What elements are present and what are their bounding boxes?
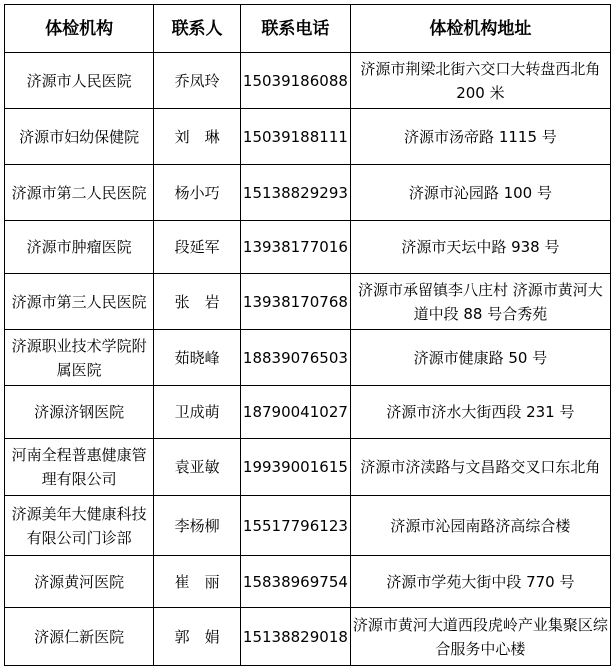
institution-cell: 济源市第二人民医院: [5, 165, 154, 221]
institution-cell: 济源济钢医院: [5, 386, 154, 439]
table-row: [5, 53, 611, 109]
contact-cell: 崔 丽: [154, 556, 241, 608]
institution-cell: 济源市妇幼保健院: [5, 109, 154, 165]
table-row: [5, 496, 611, 556]
contact-cell: 茹晓峰: [154, 330, 241, 386]
phone-cell: 18790041027: [240, 386, 350, 439]
address-cell: 济源市学苑大街中段 770 号: [350, 556, 610, 608]
phone-cell: 15138829018: [240, 608, 350, 666]
institution-cell: 济源职业技术学院附属医院: [5, 330, 154, 386]
table-row: [5, 608, 611, 666]
phone-cell: 13938170768: [240, 274, 350, 330]
institution-cell: 河南全程普惠健康管理有限公司: [5, 439, 154, 496]
table-header-row: [5, 5, 611, 53]
contact-cell: 段延军: [154, 221, 241, 274]
contact-cell: 乔凤玲: [154, 53, 241, 109]
phone-cell: 15838969754: [240, 556, 350, 608]
contact-cell: 卫成萌: [154, 386, 241, 439]
address-cell: 济源市健康路 50 号: [350, 330, 610, 386]
contact-cell: 李杨柳: [154, 496, 241, 556]
table-row: [5, 109, 611, 165]
table-row: [5, 439, 611, 496]
address-cell: 济源市沁园南路济高综合楼: [350, 496, 610, 556]
address-cell: 济源市承留镇李八庄村 济源市黄河大道中段 88 号合秀苑: [350, 274, 610, 330]
table-row: [5, 330, 611, 386]
address-cell: 济源市济渎路与文昌路交叉口东北角: [350, 439, 610, 496]
institution-cell: 济源市肿瘤医院: [5, 221, 154, 274]
phone-cell: 15039186088: [240, 53, 350, 109]
contact-cell: 张 岩: [154, 274, 241, 330]
table-row: [5, 165, 611, 221]
phone-cell: 15138829293: [240, 165, 350, 221]
table-row: [5, 556, 611, 608]
address-cell: 济源市天坛中路 938 号: [350, 221, 610, 274]
table-row: [5, 221, 611, 274]
institution-cell: 济源黄河医院: [5, 556, 154, 608]
institution-cell: 济源仁新医院: [5, 608, 154, 666]
medical-exam-institutions-table: [4, 4, 611, 666]
address-cell: 济源市汤帝路 1115 号: [350, 109, 610, 165]
phone-cell: 13938177016: [240, 221, 350, 274]
header-contact: 联系人: [154, 5, 241, 53]
phone-cell: 15517796123: [240, 496, 350, 556]
header-institution: 体检机构: [5, 5, 154, 53]
institution-cell: 济源市人民医院: [5, 53, 154, 109]
contact-cell: 刘 琳: [154, 109, 241, 165]
header-address: 体检机构地址: [350, 5, 610, 53]
phone-cell: 15039188111: [240, 109, 350, 165]
address-cell: 济源市荆梁北街六交口大转盘西北角 200 米: [350, 53, 610, 109]
phone-cell: 18839076503: [240, 330, 350, 386]
contact-cell: 杨小巧: [154, 165, 241, 221]
table-row: [5, 386, 611, 439]
institution-cell: 济源美年大健康科技有限公司门诊部: [5, 496, 154, 556]
address-cell: 济源市黄河大道西段虎岭产业集聚区综合服务中心楼: [350, 608, 610, 666]
address-cell: 济源市济水大街西段 231 号: [350, 386, 610, 439]
institution-cell: 济源市第三人民医院: [5, 274, 154, 330]
header-phone: 联系电话: [240, 5, 350, 53]
contact-cell: 袁亚敏: [154, 439, 241, 496]
table-row: [5, 274, 611, 330]
phone-cell: 19939001615: [240, 439, 350, 496]
contact-cell: 郭 娟: [154, 608, 241, 666]
address-cell: 济源市沁园路 100 号: [350, 165, 610, 221]
